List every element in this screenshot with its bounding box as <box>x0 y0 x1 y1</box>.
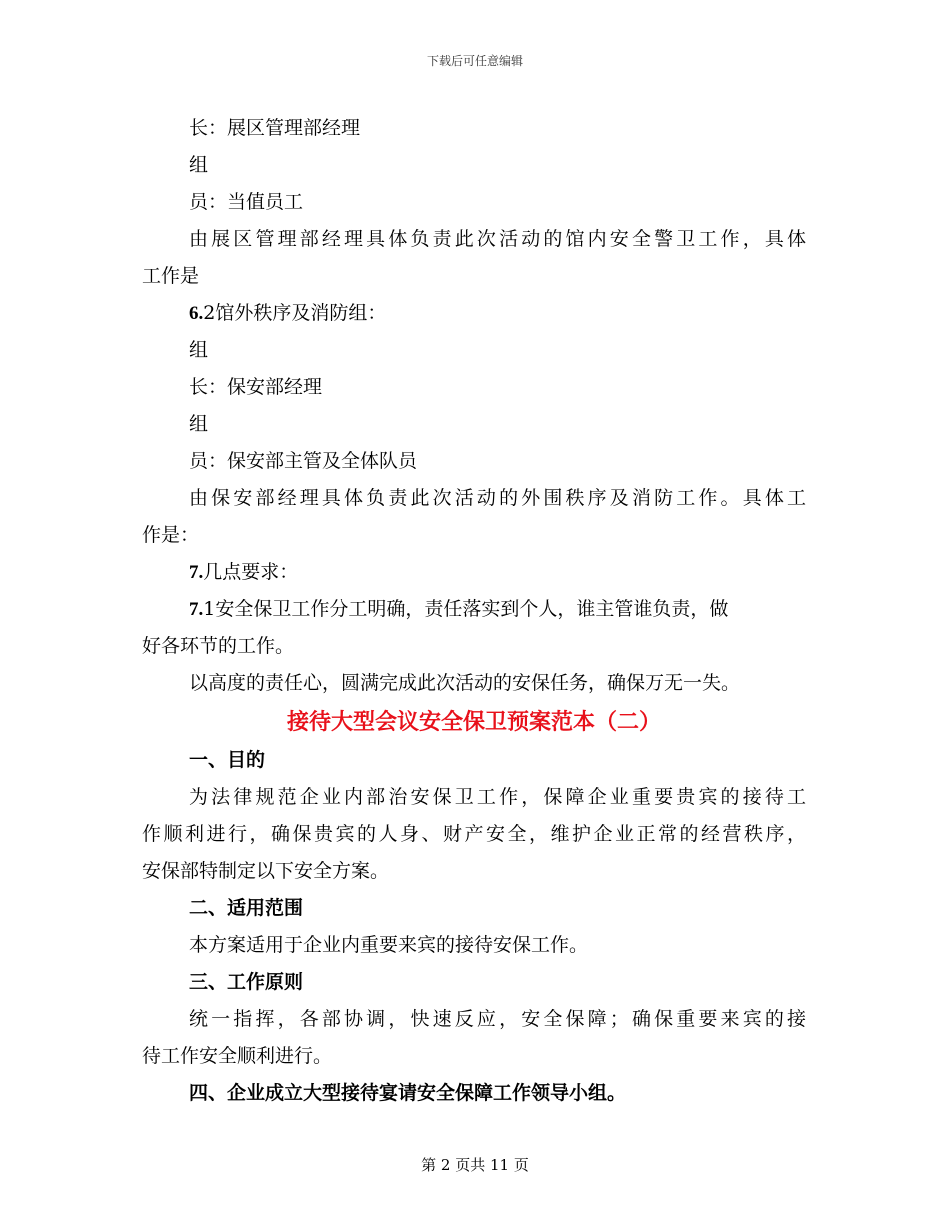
text-line: 组 <box>189 339 209 361</box>
section-heading: 四、企业成立大型接待宴请安全保障工作领导小组。 <box>189 1082 627 1104</box>
text-line: 组 <box>189 413 209 435</box>
text-line: 待工作安全顺利进行。 <box>142 1045 333 1067</box>
text-line: 由保安部经理具体负责此次活动的外围秩序及消防工作。具体工 <box>189 487 806 509</box>
section-number-line <box>142 591 806 628</box>
section-number-line <box>142 295 806 332</box>
text-line: 为法律规范企业内部治安保卫工作，保障企业重要贵宾的接待工 <box>189 786 806 808</box>
document-body <box>142 110 806 1112</box>
text-line: 长：展区管理部经理 <box>189 117 361 139</box>
text-line: 由展区管理部经理具体负责此次活动的馆内安全警卫工作，具体 <box>189 228 806 250</box>
text-line: 安保部特制定以下安全方案。 <box>142 860 390 882</box>
section-text: 几点要求： <box>203 561 299 583</box>
section-number-line <box>142 554 806 591</box>
text-line: 员：当值员工 <box>189 191 304 213</box>
section-heading: 一、目的 <box>189 749 266 771</box>
page-header: 下载后可任意编辑 <box>426 54 523 68</box>
text-line: 统一指挥，各部协调，快速反应，安全保障；确保重要来宾的接 <box>189 1008 806 1030</box>
text-line: 作顺利进行，确保贵宾的人身、财产安全，维护企业正常的经营秩序， <box>142 823 806 845</box>
text-line: 以高度的责任心，圆满完成此次活动的安保任务，确保万无一失。 <box>189 672 741 694</box>
section-text: 2馆外秩序及消防组： <box>203 302 387 324</box>
document-title: 接待大型会议安全保卫预案范本（二） <box>286 709 661 735</box>
section-heading: 二、适用范围 <box>189 897 304 919</box>
text-line: 工作是 <box>142 265 200 287</box>
page-footer: 第 2 页共 11 页 <box>421 1156 529 1174</box>
text-line: 作是： <box>142 524 200 546</box>
section-heading: 三、工作原则 <box>189 971 304 993</box>
text-line: 本方案适用于企业内重要来宾的接待安保工作。 <box>189 934 589 956</box>
section-text: 1安全保卫工作分工明确，责任落实到个人，谁主管谁负责，做 <box>203 598 729 620</box>
text-line: 组 <box>189 154 209 176</box>
section-number: 6. <box>189 303 204 324</box>
text-line: 好各环节的工作。 <box>142 635 295 657</box>
section-number: 7. <box>189 599 204 620</box>
text-line: 长：保安部经理 <box>189 376 323 398</box>
text-line: 员：保安部主管及全体队员 <box>189 450 418 472</box>
section-number: 7. <box>189 562 204 583</box>
